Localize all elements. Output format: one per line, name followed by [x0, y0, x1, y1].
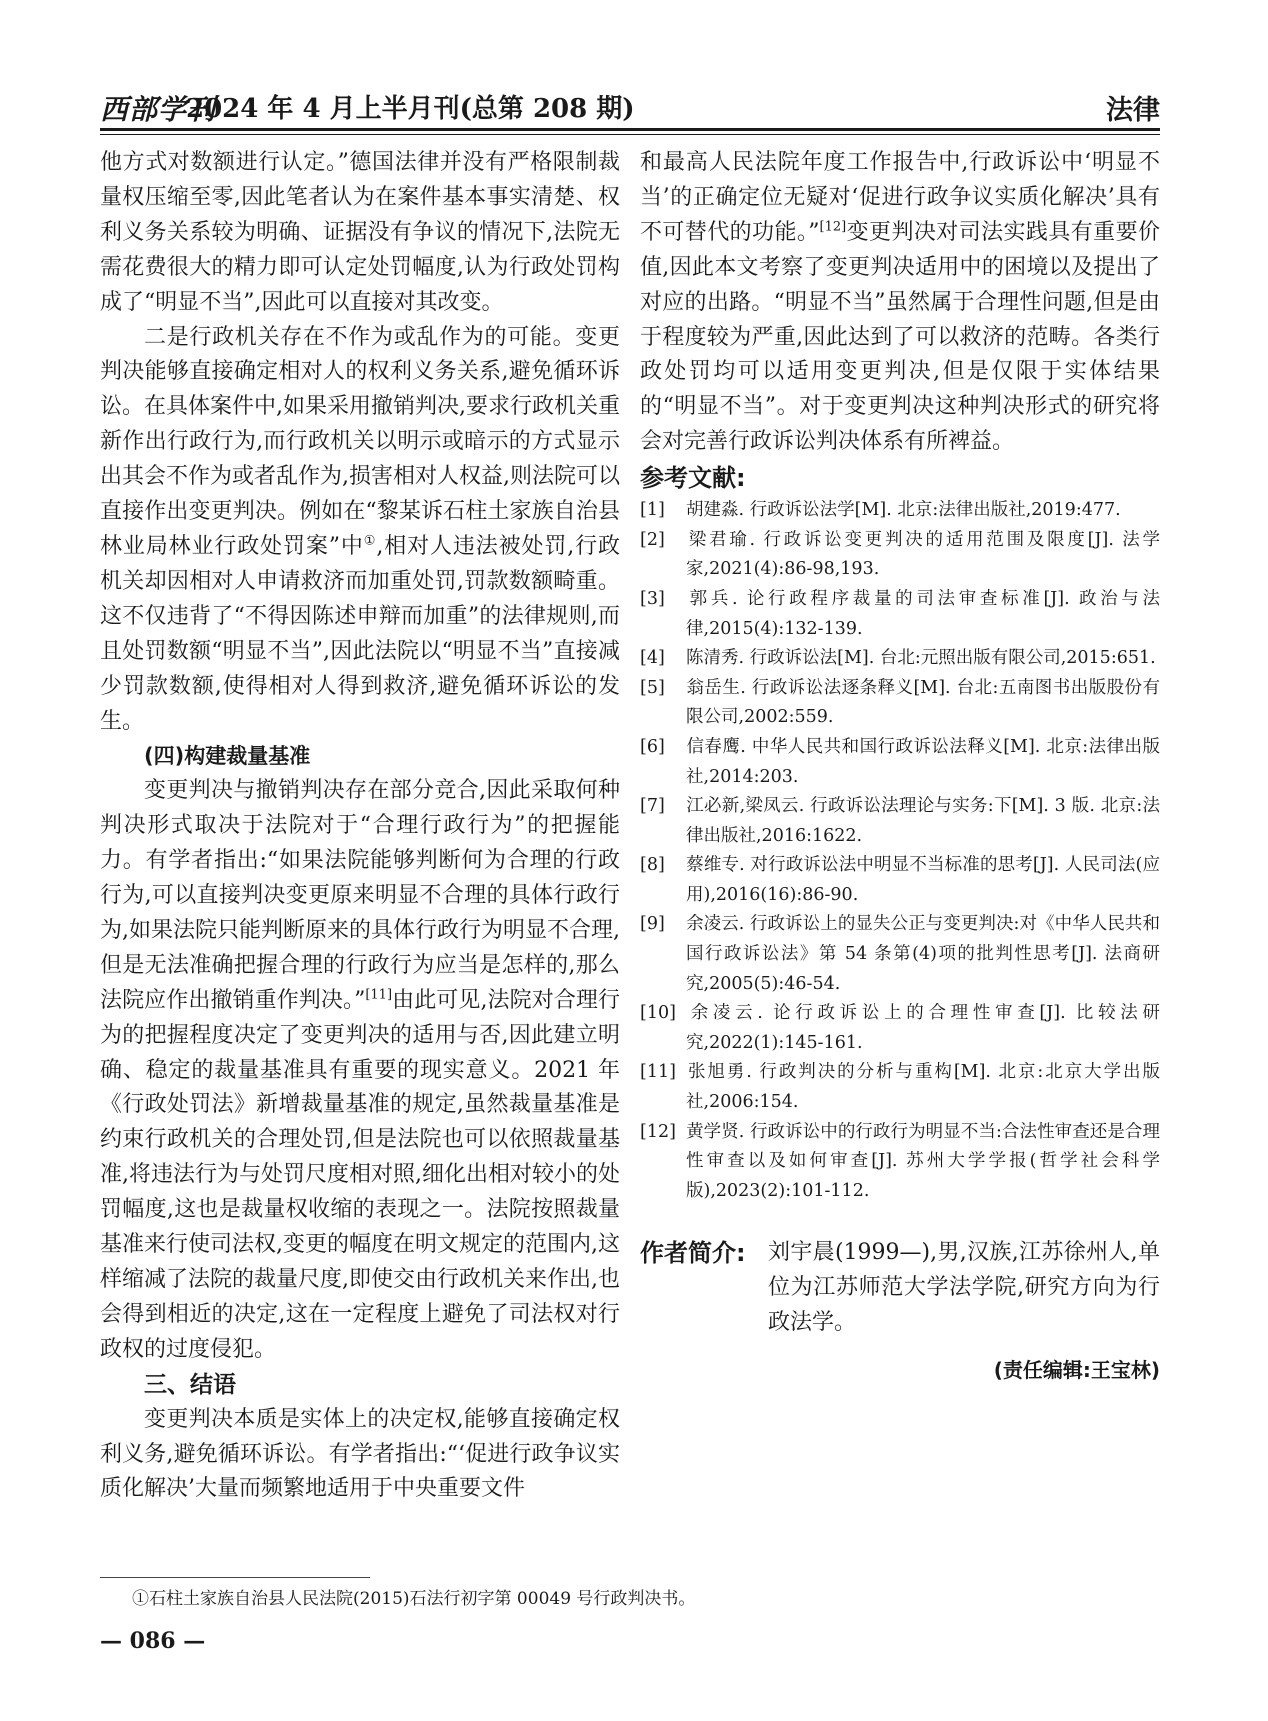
text-run: 由此可见,法院对合理行为的把握程度决定了变更判决的适用与否,因此建立明确、稳定的裁量基准具有重要的现实意义。2021 年《行政处罚法》新增裁量基准的规定,虽然裁量基准是约束行政机关的合理处罚,但是法院也可以依照裁量基准,将违法行为与处罚尺度相对照,细化出相对较小的处罚幅度,这也是裁量权收缩的表现之一。法院按照裁量基准来行使司法权,变更的幅度在明文规定的范围内,这样缩减了法院的裁量尺度,即使交由行政机关来作出,也会得到相近的决定,这在一定程度上避免了司法权对行政权的过度侵犯。: [100, 987, 620, 1362]
text-run: 变更判决对司法实践具有重要价值,因此本文考察了变更判决适用中的困境以及提出了对应的出路。“明显不当”虽然属于合理性问题,但是由于程度较为严重,因此达到了可以救济的范畴。各类行政处罚均可以适用变更判决,但是仅限于实体结果的“明显不当”。对于变更判决这种判决形式的研究将会对完善行政诉讼判决体系有所裨益。: [640, 219, 1160, 455]
reference-item: [640, 910, 1160, 999]
footnote-mark: ①: [363, 533, 377, 549]
citation-mark: [12]: [819, 219, 847, 235]
reference-number: [7]: [640, 796, 665, 817]
subsection-heading: (四)构建裁量基准: [144, 744, 311, 769]
reference-text: 梁君瑜. 行政诉讼变更判决的适用范围及限度[J]. 法学家,2021(4):86-98,193.: [686, 529, 1160, 580]
author-text: 刘宇晨(1999—),男,汉族,江苏徐州人,单位为江苏师范大学法学院,研究方向为行政法学。: [768, 1240, 1160, 1336]
section-title: 法律: [1106, 95, 1160, 126]
reference-text: 信春鹰. 中华人民共和国行政诉讼法释义[M]. 北京:法律出版社,2014:203.: [686, 736, 1160, 787]
reference-item: [640, 1058, 1160, 1117]
right-column: [640, 146, 1160, 1385]
footnote-rule: [100, 1577, 370, 1578]
reference-number: [12]: [640, 1121, 676, 1142]
reference-text: 郭兵. 论行政程序裁量的司法审查标准[J]. 政治与法律,2015(4):132-139.: [686, 588, 1160, 639]
journal-logo: 西部学刊: [100, 93, 217, 126]
text-run: 二是行政机关存在不作为或乱作为的可能。变更判决能够直接确定相对人的权利义务关系,避免循环诉讼。在具体案件中,如果采用撤销判决,要求行政机关重新作出行政行为,而行政机关以明示或暗示的方式显示出其会不作为或者乱作为,损害相对人权益,则法院可以直接作出变更判决。例如在“黎某诉石柱土家族自治县林业局林业行政处罚案”中: [100, 324, 620, 559]
paragraph: [640, 146, 1160, 460]
header-rule: [100, 128, 1160, 131]
reference-number: [6]: [640, 736, 665, 757]
reference-text: 胡建淼. 行政诉讼法学[M]. 北京:法律出版社,2019:477.: [686, 500, 1121, 521]
reference-number: [10]: [640, 1003, 676, 1024]
reference-item: [640, 585, 1160, 644]
author-bio: [640, 1236, 1160, 1341]
reference-item: [640, 644, 1160, 674]
page-number: — 086 —: [100, 1628, 206, 1654]
page-header: [100, 84, 1160, 126]
reference-text: 黄学贤. 行政诉讼中的行政行为明显不当:合法性审查还是合理性审查以及如何审查[J]. 苏州大学学报(哲学社会科学版),2023(2):101-112.: [686, 1121, 1160, 1201]
issue-info: 2024 年 4 月上半月刊(总第 208 期): [186, 94, 635, 124]
reference-item: [640, 733, 1160, 792]
left-column: [100, 146, 620, 1507]
reference-number: [9]: [640, 914, 665, 935]
reference-item: [640, 526, 1160, 585]
reference-number: [5]: [640, 677, 665, 698]
paragraph: [100, 321, 620, 740]
reference-number: [4]: [640, 648, 665, 669]
reference-number: [2]: [640, 529, 665, 550]
header-rule-thin: [100, 134, 1160, 135]
reference-text: 张旭勇. 行政判决的分析与重构[M]. 北京:北京大学出版社,2006:154.: [686, 1062, 1160, 1113]
text-run: 变更判决与撤销判决存在部分竞合,因此采取何种判决形式取决于法院对于“合理行政行为”的把握能力。有学者指出:“如果法院能够判断何为合理的行政行为,可以直接判决变更原来明显不合理的具体行政行为,如果法院只能判断原来的具体行政行为明显不合理,但是无法准确把握合理的行政行为应当是怎样的,那么法院应作出撤销重作判决。”: [100, 778, 620, 1013]
reference-number: [11]: [640, 1062, 676, 1083]
section-heading: 三、结语: [144, 1371, 236, 1398]
text-run: ,相对人违法被处罚,行政机关却因相对人申请救济而加重处罚,罚款数额畸重。这不仅违背了“不得因陈述申辩而加重”的法律规则,而且处罚数额“明显不当”,因此法院以“明显不当”直接减少罚款数额,使得相对人得到救济,避免循环诉讼的发生。: [100, 533, 620, 734]
references-title: 参考文献:: [640, 464, 746, 493]
reference-text: 余凌云. 行政诉讼上的显失公正与变更判决:对《中华人民共和国行政诉讼法》第 54 条第(4)项的批判性思考[J]. 法商研究,2005(5):46-54.: [686, 914, 1160, 994]
reference-number: [8]: [640, 855, 665, 876]
reference-item: [640, 674, 1160, 733]
reference-item: [640, 851, 1160, 910]
editor-note: (责任编辑:王宝林): [993, 1358, 1160, 1383]
footnote: ①石柱土家族自治县人民法院(2015)石法行初字第 00049 号行政判决书。: [132, 1589, 696, 1609]
reference-text: 余凌云. 论行政诉讼上的合理性审查[J]. 比较法研究,2022(1):145-161.: [686, 1003, 1160, 1053]
reference-text: 翁岳生. 行政诉讼法逐条释义[M]. 台北:五南图书出版股份有限公司,2002:559.: [686, 677, 1160, 728]
paragraph: 变更判决本质是实体上的决定权,能够直接确定权利义务,避免循环诉讼。有学者指出:“‘促进行政争议实质化解决’大量而频繁地适用于中央重要文件: [100, 1406, 620, 1502]
reference-item: [640, 999, 1160, 1058]
reference-number: [1]: [640, 500, 665, 521]
reference-text: 蔡维专. 对行政诉讼法中明显不当标准的思考[J]. 人民司法(应用),2016(16):86-90.: [686, 855, 1160, 905]
reference-item: [640, 496, 1160, 526]
text-run: 和最高人民法院年度工作报告中,行政诉讼中‘明显不当’的正确定位无疑对‘促进行政争议实质化解决’具有不可替代的功能。”: [640, 150, 1160, 245]
reference-item: [640, 1118, 1160, 1207]
citation-mark: [11]: [365, 987, 393, 1003]
references-list: [640, 496, 1160, 1206]
paragraph: [100, 774, 620, 1367]
paragraph: 他方式对数额进行认定。”德国法律并没有严格限制裁量权压缩至零,因此笔者认为在案件基本事实清楚、权利义务关系较为明确、证据没有争议的情况下,法院无需花费很大的精力即可认定处罚幅度,认为行政处罚构成了“明显不当”,因此可以直接对其改变。: [100, 150, 620, 315]
reference-text: 江必新,梁凤云. 行政诉讼法理论与实务:下[M]. 3 版. 北京:法律出版社,2016:1622.: [686, 796, 1160, 846]
author-label: 作者简介:: [640, 1239, 746, 1268]
reference-number: [3]: [640, 588, 665, 609]
reference-item: [640, 792, 1160, 851]
reference-text: 陈清秀. 行政诉讼法[M]. 台北:元照出版有限公司,2015:651.: [686, 648, 1156, 669]
